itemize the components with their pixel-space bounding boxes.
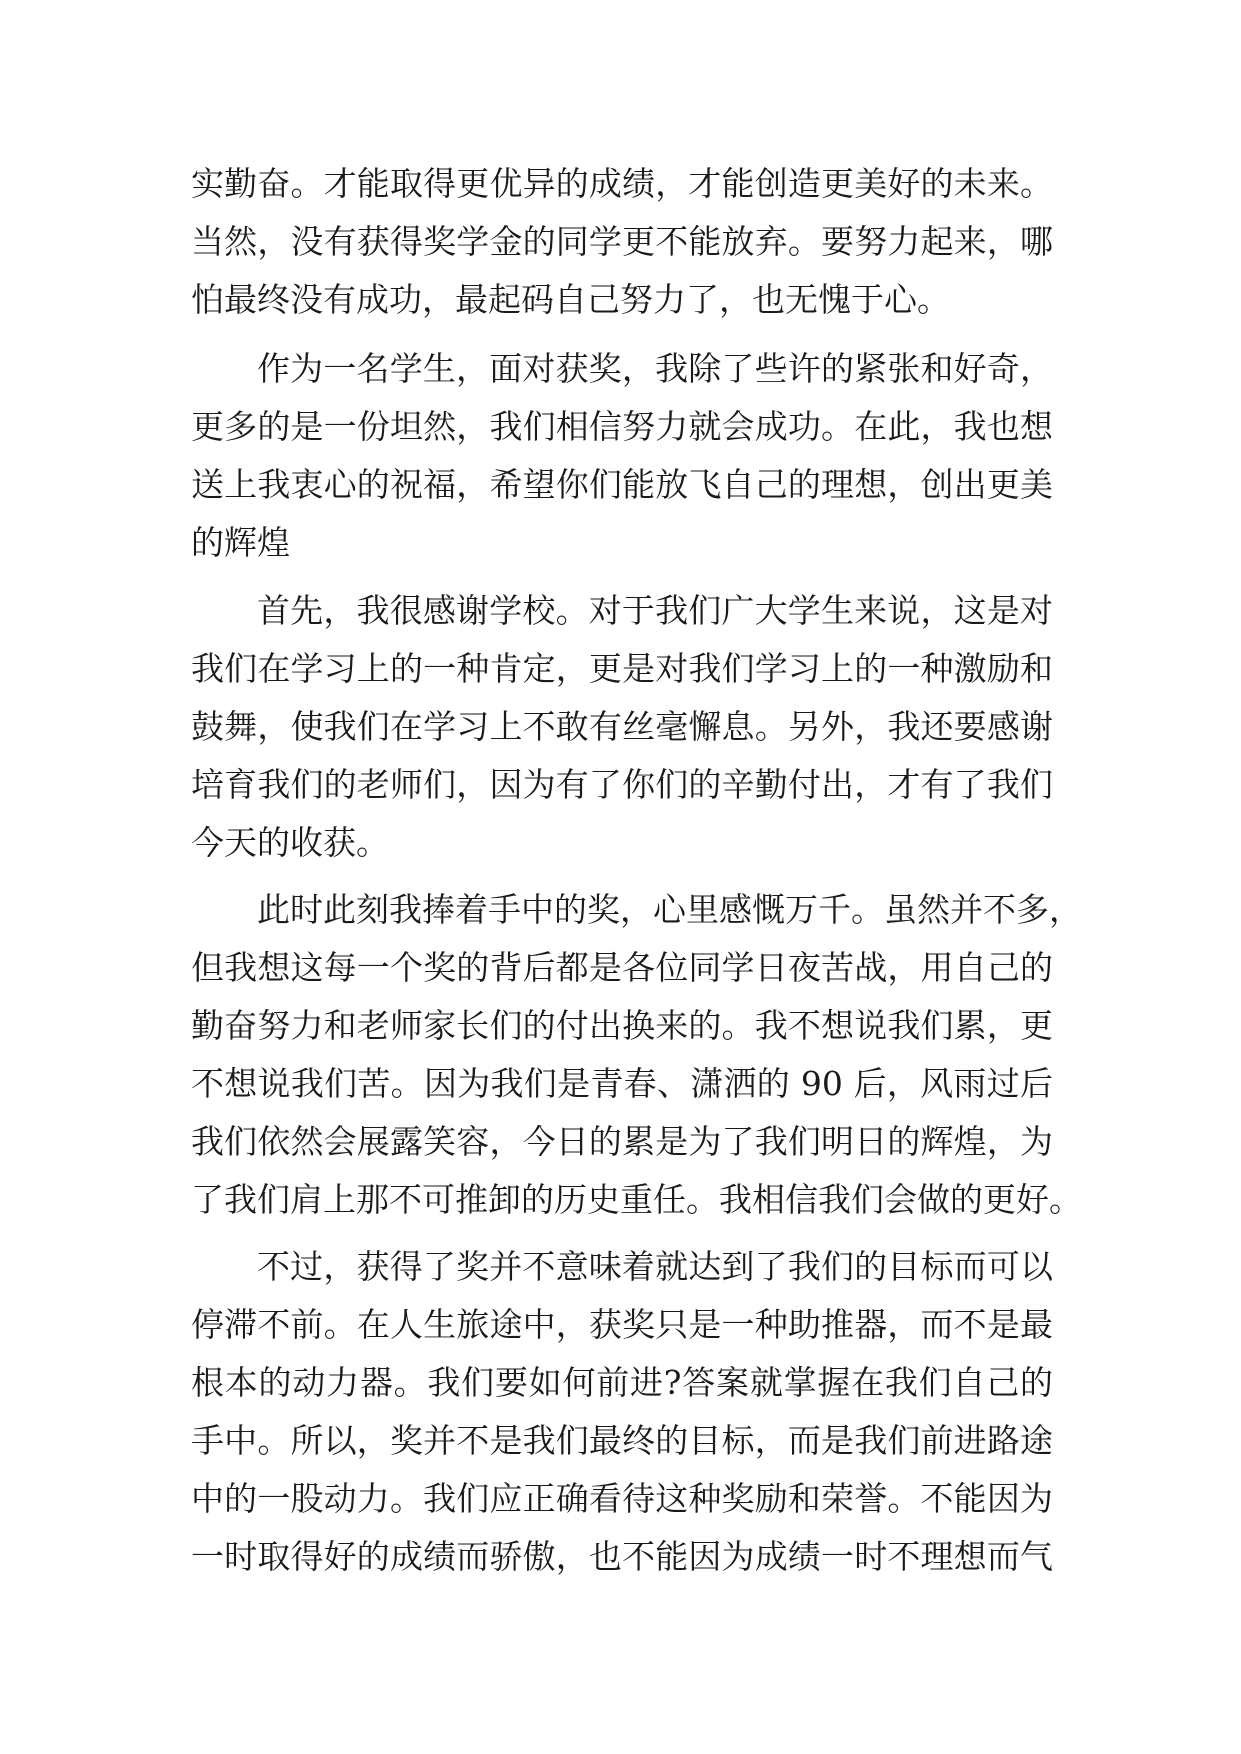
text-line: 实勤奋。才能取得更优异的成绩，才能创造更美好的未来。 (191, 164, 1053, 203)
paragraph-2 (191, 340, 1053, 572)
paragraph-4 (191, 881, 1082, 1229)
text-line: 根本的动力器。我们要如何前进?答案就掌握在我们自己的 (191, 1363, 1053, 1402)
text-line: 怕最终没有成功，最起码自己努力了，也无愧于心。 (191, 280, 950, 319)
text-line: 作为一名学生，面对获奖，我除了些许的紧张和好奇， (257, 349, 1053, 388)
text-line: 了我们肩上那不可推卸的历史重任。我相信我们会做的更好。 (191, 1180, 1082, 1219)
text-line: 鼓舞，使我们在学习上不敢有丝毫懈息。另外，我还要感谢 (191, 707, 1053, 746)
text-line: 当然，没有获得奖学金的同学更不能放弃。要努力起来，哪 (191, 222, 1053, 261)
text-line: 不过，获得了奖并不意味着就达到了我们的目标而可以 (257, 1247, 1053, 1286)
text-line: 此时此刻我捧着手中的奖，心里感慨万千。虽然并不多， (257, 890, 1082, 929)
text-line: 我们依然会展露笑容，今日的累是为了我们明日的辉煌，为 (191, 1122, 1053, 1161)
text-line: 一时取得好的成绩而骄傲，也不能因为成绩一时不理想而气 (191, 1537, 1053, 1576)
text-line: 中的一股动力。我们应正确看待这种奖励和荣誉。不能因为 (191, 1479, 1053, 1518)
paragraph-1 (191, 155, 1053, 329)
text-line: 不想说我们苦。因为我们是青春、潇洒的 90 后，风雨过后 (191, 1064, 1053, 1103)
text-line: 勤奋努力和老师家长们的付出换来的。我不想说我们累，更 (191, 1006, 1053, 1045)
text-line: 送上我衷心的祝福，希望你们能放飞自己的理想，创出更美 (191, 465, 1053, 504)
text-line: 培育我们的老师们，因为有了你们的辛勤付出，才有了我们 (191, 765, 1053, 804)
text-line: 的辉煌 (191, 523, 290, 562)
paragraph-5 (191, 1238, 1053, 1586)
text-line: 更多的是一份坦然，我们相信努力就会成功。在此，我也想 (191, 407, 1053, 446)
text-line: 但我想这每一个奖的背后都是各位同学日夜苦战，用自己的 (191, 948, 1053, 987)
text-line: 首先，我很感谢学校。对于我们广大学生来说，这是对 (257, 591, 1053, 630)
text-line: 手中。所以，奖并不是我们最终的目标，而是我们前进路途 (191, 1421, 1053, 1460)
paragraph-3 (191, 582, 1053, 872)
text-line: 我们在学习上的一种肯定，更是对我们学习上的一种激励和 (191, 649, 1053, 688)
text-line: 今天的收获。 (191, 823, 389, 862)
text-line: 停滞不前。在人生旅途中，获奖只是一种助推器，而不是最 (191, 1305, 1053, 1344)
